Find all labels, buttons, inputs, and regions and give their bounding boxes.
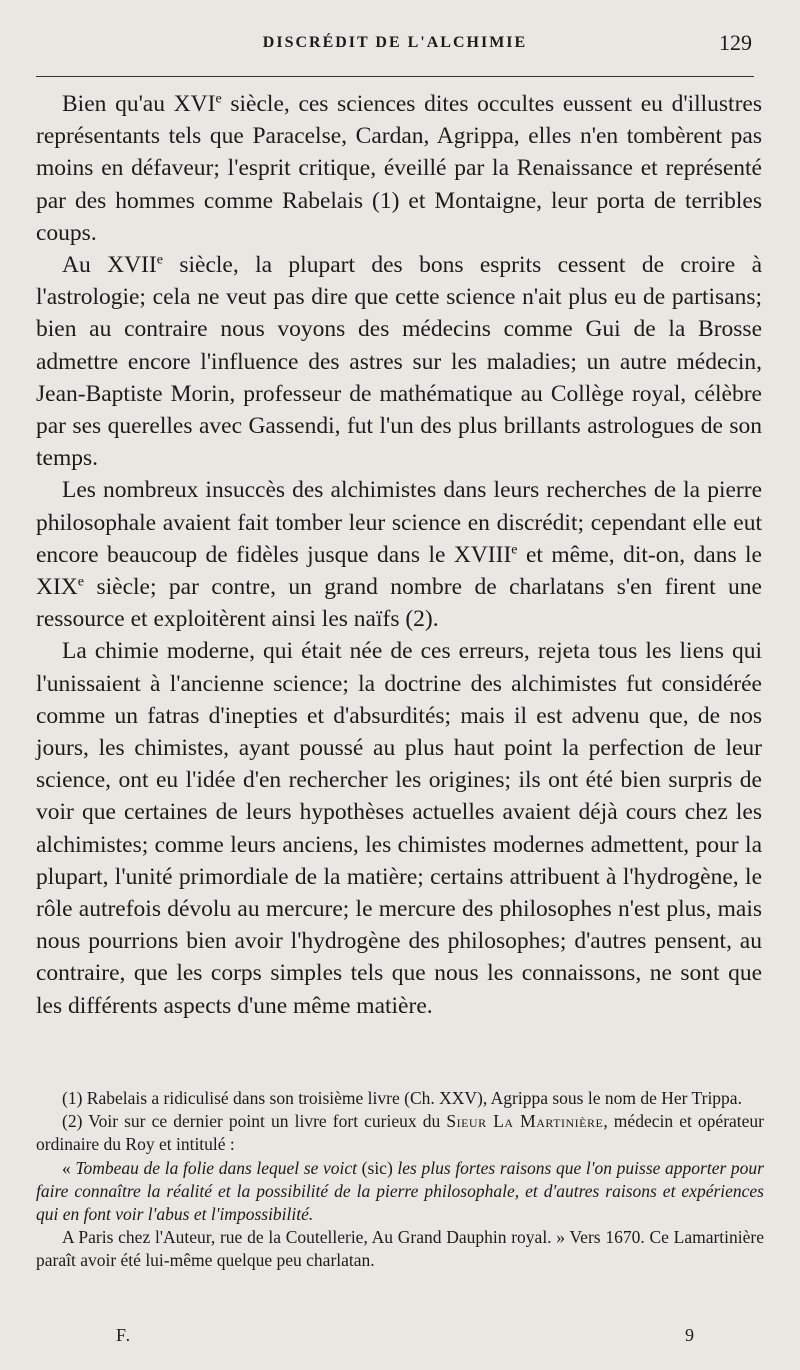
text-run: Bien qu'au XVI — [62, 91, 216, 117]
italic-text: les plus fortes raisons que l'on puisse apporter pour faire connaître la réalité et la possibilité de la pierre philosophale, et d'autres raisons et expériences qui en font voir l'abus et l'impossibilité. — [36, 1157, 764, 1225]
text-run: La chimie moderne, qui était née de ces erreurs, rejeta tous les liens qui l'unissaient à l'ancienne science; la doctrine des alchimistes fut considérée comme un fatras d'inepties et d'absurdités; mais il est advenu que, de nos jours, les chimistes, ayant poussé au plus haut point la perfection de leur science, ont eu l'idée d'en rechercher les origines; ils ont été bien surpris de voir que certaines de leurs hypothèses actuelles avaient déjà cours chez les alchimistes; comme leurs anciens, les chimistes modernes admettent, pour la plupart, l'unité primordiale de la matière; certains attribuent à l'hydrogène, le rôle autrefois dévolu au mercure; le mercure des philosophes n'est plus, mais nous pourrions bien avoir l'hydrogène des philosophes; d'autres pensent, au contraire, que les corps simples tels que nous les connaissons, ne sont que les différents aspects d'une même matière. — [36, 638, 762, 1019]
text-run: (2) Voir sur ce dernier point un livre fort curieux du — [62, 1111, 447, 1132]
footnote — [36, 1157, 764, 1227]
text-run: et même, dit-on, dans le XIX — [36, 541, 762, 601]
text-run: Au XVII — [62, 252, 157, 279]
signature-number: 9 — [685, 1325, 694, 1345]
footnotes — [36, 1087, 764, 1273]
text-run: « — [62, 1157, 76, 1178]
text-run: (1) Rabelais a ridiculisé dans son troisième livre (Ch. XXV), Agrippa sous le nom de Her Trippa. — [62, 1088, 742, 1108]
text-run: siècle, la plupart des bons esprits cessent de croire à l'astrologie; cela ne veut pas dire que cette science n'ait plus eu de partisans; bien au contraire nous voyons des médecins comme Gui de la Brosse admettre encore l'influence des astres sur les maladies; un autre médecin, Jean-Baptiste Morin, professeur de mathématique au Collège royal, célèbre par ses querelles avec Gassendi, fut l'un des plus brillants astrologues de son temps. — [36, 252, 762, 472]
italic-text: Tombeau de la folie dans lequel se voict — [75, 1157, 358, 1178]
body-text — [36, 88, 762, 1022]
text-run: (sic) — [357, 1157, 398, 1178]
text-run: A Paris chez l'Auteur, rue de la Coutellerie, Au Grand Dauphin royal. » Vers 1670. Ce Lamartinière paraît avoir été lui-même quelque peu charlatan. — [36, 1227, 764, 1271]
signature-letter: F. — [116, 1325, 132, 1345]
running-title: DISCRÉDIT DE L'ALCHIMIE — [262, 34, 528, 51]
text-run: Les nombreux insuccès des alchimistes dans leurs recherches de la pierre philosophale avaient fait tomber leur science en discrédit; cependant elle eut encore beaucoup de fidèles jusque dans le XVIII — [36, 477, 762, 568]
running-head — [36, 30, 754, 60]
footnote — [36, 1087, 764, 1110]
footnote — [36, 1226, 764, 1272]
paragraph — [36, 249, 762, 474]
footnote — [36, 1110, 764, 1156]
paragraph — [36, 474, 762, 635]
page-number: 129 — [719, 30, 752, 55]
text-run: , médecin et opérateur ordinaire du Roy et intitulé : — [36, 1111, 765, 1155]
superscript: e — [215, 90, 222, 107]
small-caps-name: Sieur La Martinière — [446, 1111, 604, 1132]
text-run: siècle; par contre, un grand nombre de charlatans s'en firent une ressource et exploitèrent ainsi les naïfs (2). — [36, 574, 762, 633]
paragraph — [36, 88, 762, 249]
superscript: e — [77, 573, 85, 590]
superscript: e — [156, 251, 163, 268]
header-rule — [36, 76, 754, 77]
printer-signature — [36, 1325, 756, 1351]
text-run: siècle, ces sciences dites occultes eussent eu d'illustres représentants tels que Paracelse, Cardan, Agrippa, elles n'en tombèrent pas moins en défaveur; l'esprit critique, éveillé par la Renaissance et représenté par des hommes comme Rabelais (1) et Montaigne, leur porta de terribles coups. — [36, 91, 762, 246]
superscript: e — [511, 541, 518, 558]
paragraph — [36, 635, 762, 1021]
